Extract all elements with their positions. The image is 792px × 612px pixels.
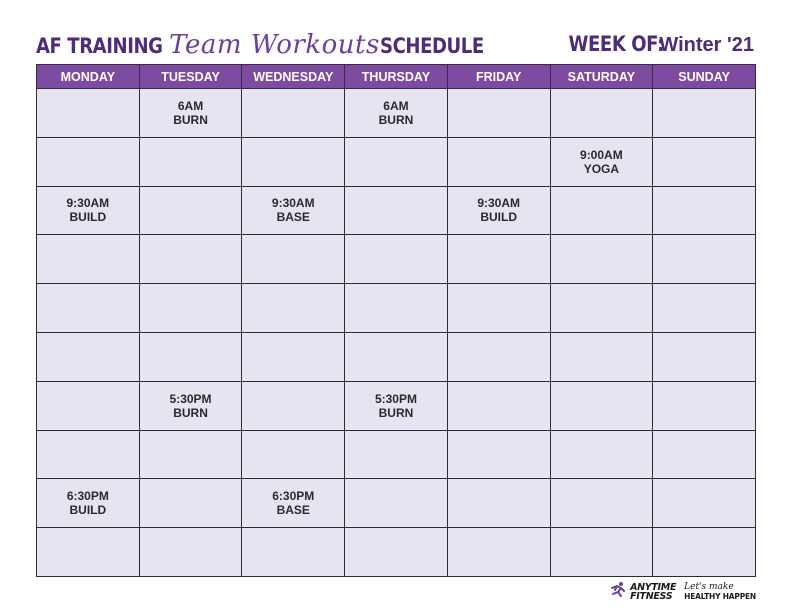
schedule-row xyxy=(37,137,756,186)
schedule-cell xyxy=(447,528,550,577)
schedule-cell xyxy=(550,235,653,284)
schedule-cell xyxy=(550,528,653,577)
schedule-cell xyxy=(447,381,550,430)
tagline-line2: HEALTHY HAPPEN xyxy=(684,591,756,601)
schedule-cell xyxy=(653,528,756,577)
schedule-cell xyxy=(37,284,140,333)
schedule-cell xyxy=(139,89,242,138)
anytime-fitness-logo xyxy=(608,581,676,602)
schedule-cell xyxy=(242,332,345,381)
week-of-value: Winter '21 xyxy=(659,34,754,56)
schedule-cell xyxy=(37,430,140,479)
running-man-icon xyxy=(608,581,628,602)
schedule-cell xyxy=(37,235,140,284)
schedule-cell xyxy=(139,479,242,528)
schedule-cell xyxy=(345,528,448,577)
logo-line1: ANYTIME xyxy=(630,581,677,593)
schedule-cell xyxy=(139,332,242,381)
class-name: BUILD xyxy=(69,503,107,518)
schedule-cell xyxy=(550,332,653,381)
class-time: 6:30PM xyxy=(66,489,109,504)
schedule-cell xyxy=(345,479,448,528)
schedule-cell xyxy=(139,186,242,235)
schedule-row xyxy=(37,479,756,528)
day-header-wednesday: WEDNESDAY xyxy=(242,65,345,89)
schedule-cell xyxy=(550,89,653,138)
schedule-cell xyxy=(242,137,345,186)
schedule-cell xyxy=(447,430,550,479)
schedule-cell xyxy=(242,89,345,138)
schedule-cell xyxy=(242,528,345,577)
class-name: BURN xyxy=(173,405,208,420)
schedule-cell xyxy=(653,186,756,235)
schedule-cell xyxy=(653,381,756,430)
class-time: 5:30PM xyxy=(374,391,417,406)
schedule-row xyxy=(37,89,756,138)
schedule-cell xyxy=(242,479,345,528)
day-header-monday: MONDAY xyxy=(37,65,140,89)
schedule-cell xyxy=(345,381,448,430)
schedule-cell xyxy=(345,89,448,138)
schedule-cell xyxy=(653,89,756,138)
schedule-row xyxy=(37,528,756,577)
class-name: BURN xyxy=(173,112,208,127)
schedule-cell xyxy=(653,137,756,186)
schedule-cell xyxy=(345,332,448,381)
schedule-cell xyxy=(37,381,140,430)
schedule-cell xyxy=(37,332,140,381)
schedule-cell xyxy=(447,186,550,235)
schedule-cell xyxy=(242,235,345,284)
footer xyxy=(608,581,756,602)
week-of-label: WEEK OF: xyxy=(568,32,664,56)
schedule-cell xyxy=(447,284,550,333)
class-name: BASE xyxy=(276,503,310,518)
schedule-cell xyxy=(550,186,653,235)
schedule-table xyxy=(36,64,756,577)
schedule-cell xyxy=(37,479,140,528)
schedule-cell xyxy=(653,332,756,381)
schedule-cell xyxy=(139,528,242,577)
class-time: 5:30PM xyxy=(169,391,212,406)
schedule-cell xyxy=(139,235,242,284)
schedule-cell xyxy=(345,284,448,333)
class-time: 6AM xyxy=(177,98,204,113)
day-header-friday: FRIDAY xyxy=(447,65,550,89)
schedule-cell xyxy=(550,381,653,430)
schedule-cell xyxy=(242,430,345,479)
schedule-cell xyxy=(139,284,242,333)
schedule-cell xyxy=(37,137,140,186)
schedule-cell xyxy=(653,479,756,528)
class-time: 9:00AM xyxy=(580,147,623,162)
schedule-cell xyxy=(550,284,653,333)
schedule-cell xyxy=(37,186,140,235)
class-name: BASE xyxy=(276,210,310,225)
class-name: BUILD xyxy=(480,210,517,225)
schedule-cell xyxy=(139,381,242,430)
schedule-cell xyxy=(653,284,756,333)
week-of xyxy=(553,32,755,57)
class-name: YOGA xyxy=(583,161,620,176)
title-part1: AF TRAINING xyxy=(36,34,163,58)
class-name: BURN xyxy=(378,405,414,420)
title-script: Team Workouts xyxy=(169,30,380,60)
day-header-row xyxy=(37,65,756,89)
schedule-cell xyxy=(653,430,756,479)
schedule-cell xyxy=(447,332,550,381)
schedule-cell xyxy=(345,137,448,186)
schedule-cell xyxy=(139,137,242,186)
schedule-cell xyxy=(345,186,448,235)
schedule-cell xyxy=(242,381,345,430)
class-time: 9:30AM xyxy=(271,196,315,211)
schedule-row xyxy=(37,284,756,333)
schedule-cell xyxy=(345,430,448,479)
tagline xyxy=(684,583,756,601)
schedule-cell xyxy=(242,186,345,235)
day-header-tuesday: TUESDAY xyxy=(139,65,242,89)
day-header-thursday: THURSDAY xyxy=(345,65,448,89)
class-name: BUILD xyxy=(69,210,107,225)
schedule-cell xyxy=(550,430,653,479)
schedule-cell xyxy=(242,284,345,333)
schedule-body xyxy=(37,89,756,577)
schedule-row xyxy=(37,186,756,235)
schedule-cell xyxy=(447,235,550,284)
schedule-cell xyxy=(139,430,242,479)
schedule-cell xyxy=(653,235,756,284)
class-time: 9:30AM xyxy=(66,196,110,211)
schedule-cell xyxy=(447,89,550,138)
class-name: BURN xyxy=(378,112,414,127)
schedule-cell xyxy=(37,528,140,577)
schedule-row xyxy=(37,381,756,430)
title-part2: SCHEDULE xyxy=(379,34,484,58)
schedule-cell xyxy=(447,479,550,528)
day-header-saturday: SATURDAY xyxy=(550,65,653,89)
schedule-row xyxy=(37,430,756,479)
schedule-row xyxy=(37,235,756,284)
class-time: 6:30PM xyxy=(272,489,315,504)
schedule-cell xyxy=(345,235,448,284)
logo-line2: FITNESS xyxy=(630,590,673,602)
schedule-row xyxy=(37,332,756,381)
day-header-sunday: SUNDAY xyxy=(653,65,756,89)
schedule-cell xyxy=(447,137,550,186)
schedule-cell xyxy=(550,479,653,528)
class-time: 9:30AM xyxy=(477,196,520,211)
page-title xyxy=(36,30,500,64)
schedule-cell xyxy=(550,137,653,186)
tagline-line1: Let's make xyxy=(684,581,734,592)
class-time: 6AM xyxy=(383,98,409,113)
schedule-cell xyxy=(37,89,140,138)
